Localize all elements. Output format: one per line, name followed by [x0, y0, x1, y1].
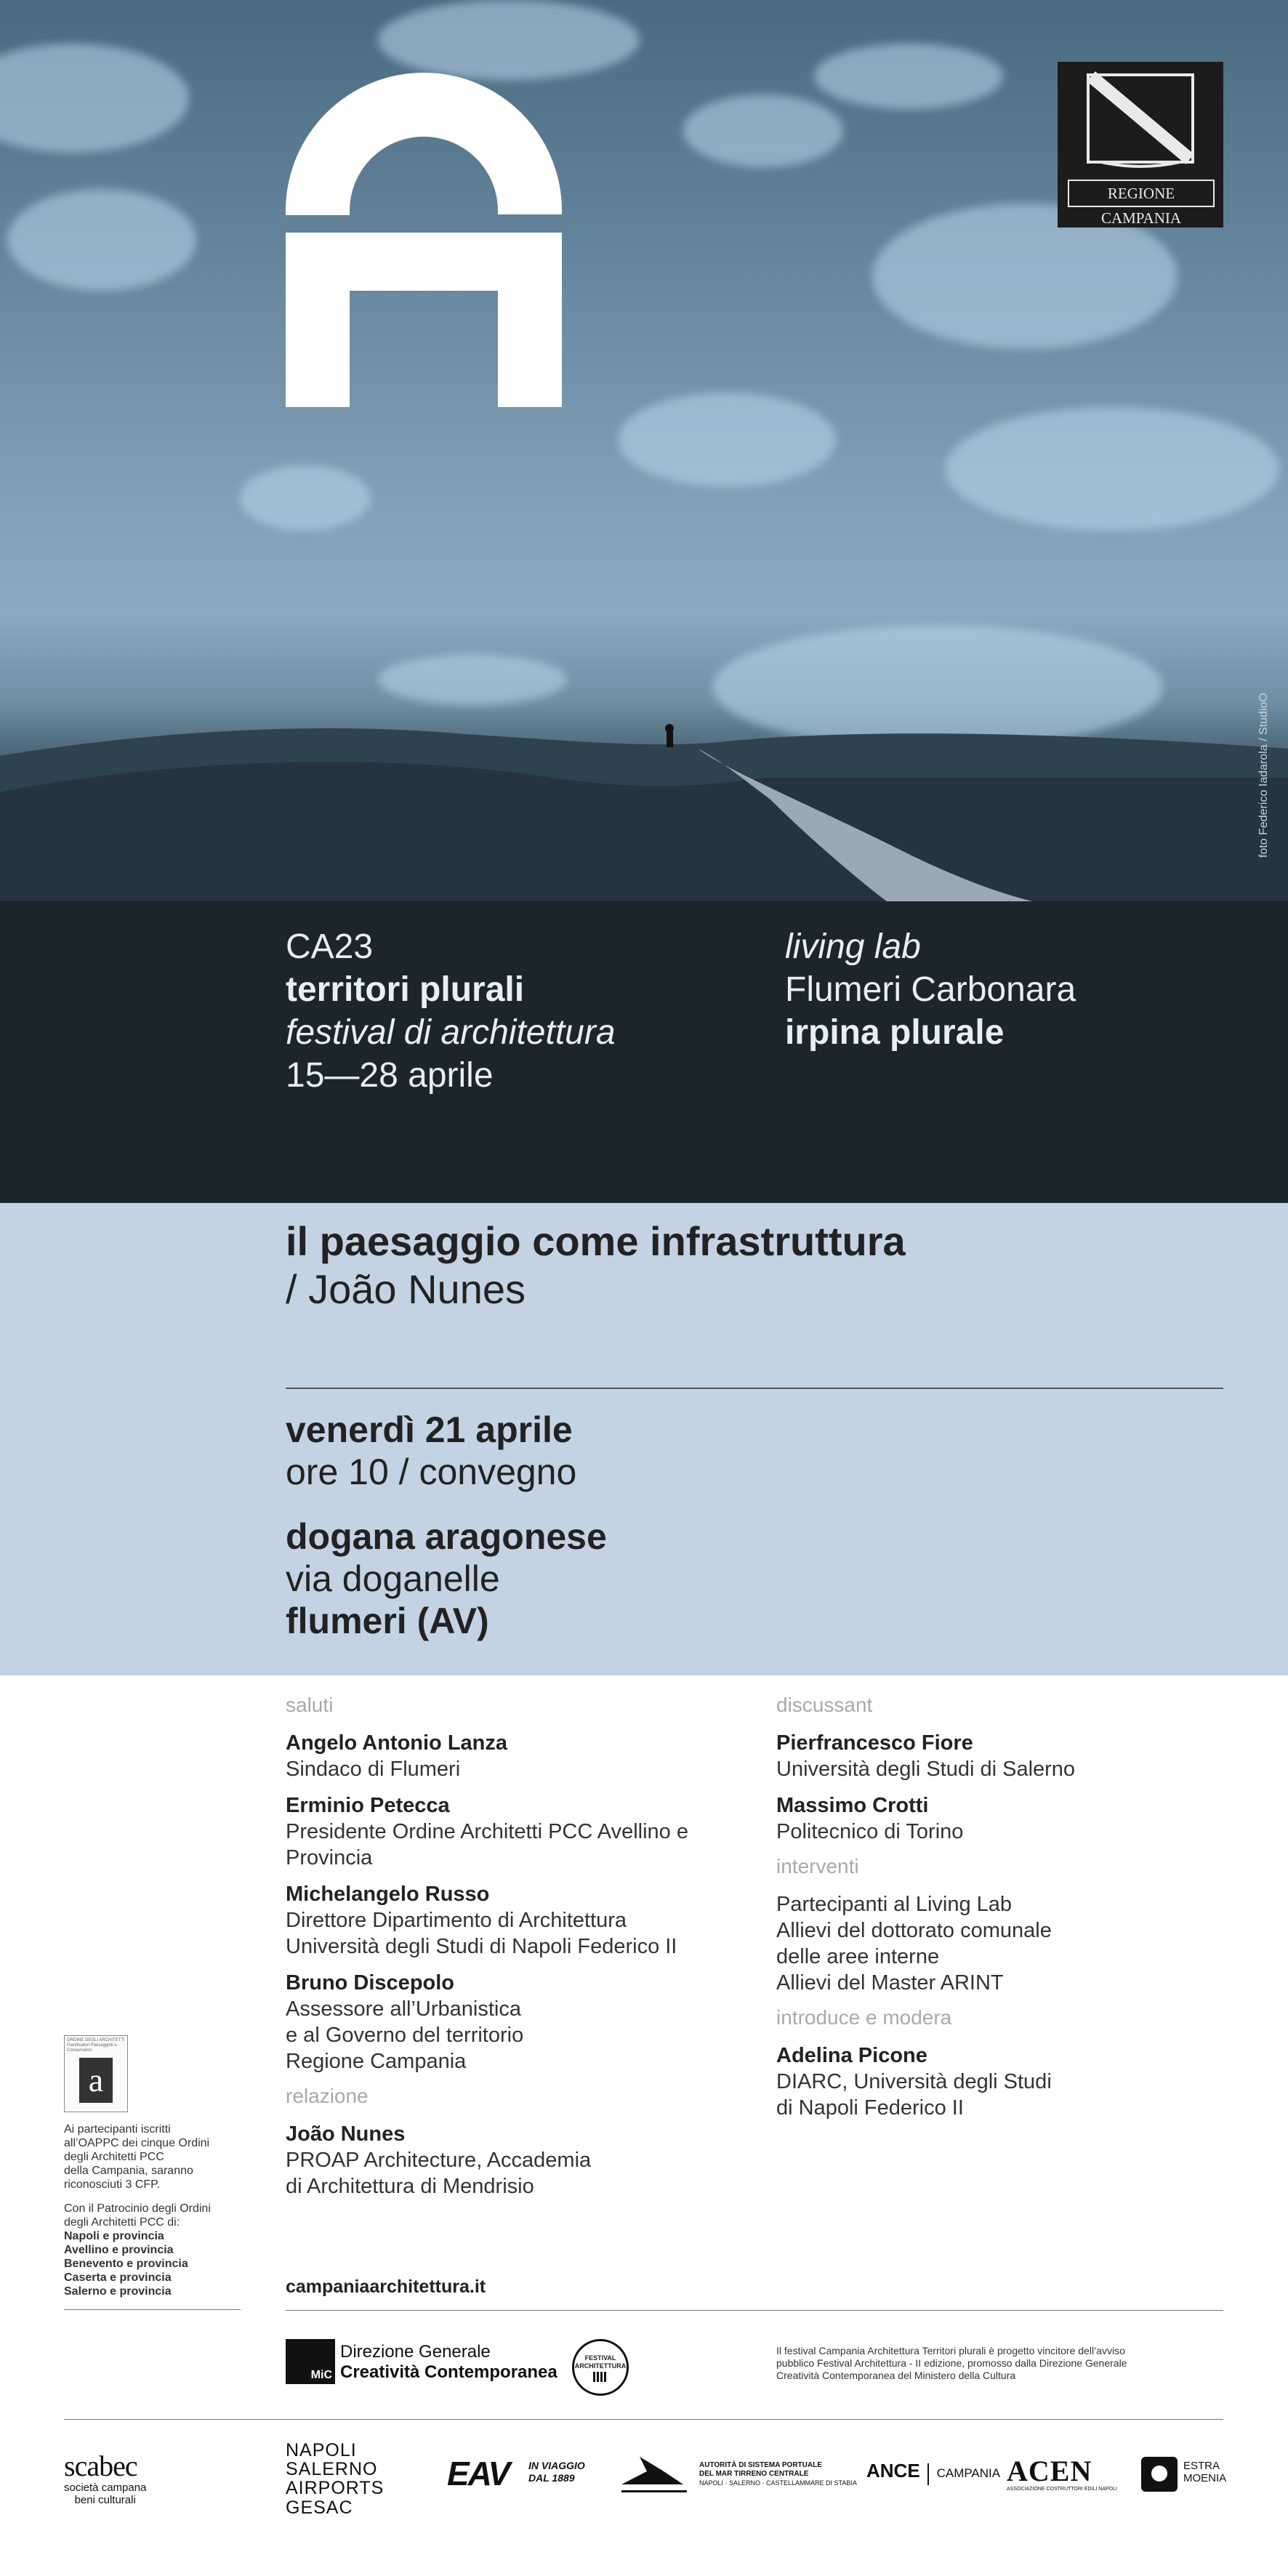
- speaker-name: Massimo Crotti: [776, 1794, 929, 1817]
- cfp-text: della Campania, saranno: [64, 2165, 193, 2177]
- gesac-line: NAPOLI: [286, 2440, 357, 2460]
- ship-icon: [618, 2450, 691, 2500]
- regione-campania-logo: [1058, 62, 1223, 228]
- mic-line2: Creatività Contemporanea: [340, 2362, 558, 2382]
- scabec-sub: beni culturali: [74, 2494, 136, 2506]
- speaker-role: PROAP Architecture, Accademia: [286, 2149, 592, 2172]
- living-lab-block: [785, 925, 1076, 1054]
- cloud: [814, 44, 1003, 109]
- ance-name: ANCE: [866, 2460, 920, 2482]
- hero-photo: [0, 0, 1288, 901]
- estra-line: ESTRA: [1183, 2460, 1220, 2472]
- patronage-item: Benevento e provincia: [64, 2258, 188, 2270]
- speaker-role: di Napoli Federico II: [776, 2096, 964, 2120]
- eav-sub: IN VIAGGIO: [528, 2460, 585, 2471]
- divider: [286, 1388, 1223, 1389]
- speaker-name: João Nunes: [286, 2122, 406, 2146]
- port-authority-logo: [618, 2450, 858, 2500]
- event-time: ore 10 / convegno: [286, 1452, 577, 1492]
- eav-name: EAV: [447, 2455, 510, 2492]
- scabec-name: scabec: [64, 2450, 137, 2482]
- divider: [286, 2310, 1223, 2311]
- event-street: via doganelle: [286, 1558, 500, 1599]
- event-day: venerdì 21 aprile: [286, 1409, 573, 1450]
- cloud: [378, 0, 640, 80]
- port-line: AUTORITÀ DI SISTEMA PORTUALE: [699, 2461, 822, 2469]
- interventi-line: Allievi del Master ARINT: [776, 1971, 1004, 1995]
- speakers-right-column: [776, 1692, 1227, 2121]
- speaker-name: Adelina Picone: [776, 2044, 927, 2067]
- eav-sub: DAL 1889: [528, 2472, 575, 2484]
- interventi-line: Allievi del dottorato comunale: [776, 1919, 1052, 1942]
- speaker-name: Michelangelo Russo: [286, 1883, 490, 1906]
- landscape-hills: [0, 669, 1288, 901]
- interventi-label: interventi: [776, 1855, 859, 1877]
- disclaimer-line: Creatività Contemporanea del Ministero della Cultura: [776, 2370, 1016, 2381]
- living-lab-place: Flumeri Carbonara: [785, 970, 1076, 1009]
- festival-architettura-badge: [572, 2339, 629, 2396]
- ance-sub: CAMPANIA: [936, 2466, 1001, 2480]
- divider: [64, 2419, 1223, 2420]
- gesac-line: AIRPORTS: [286, 2478, 385, 2498]
- moderator-label: introduce e modera: [776, 2006, 952, 2029]
- speaker-name: Pierfrancesco Fiore: [776, 1731, 973, 1755]
- festival-dates: 15—28 aprile: [286, 1056, 494, 1095]
- acen-sub: ASSOCIAZIONE COSTRUTTORI EDILI NAPOLI: [1007, 2487, 1117, 2492]
- scabec-logo: [64, 2451, 146, 2506]
- interventi-line: Partecipanti al Living Lab: [776, 1893, 1013, 1916]
- speaker-name: Bruno Discepolo: [286, 1971, 455, 1995]
- speaker-role: Direttore Dipartimento di Architettura: [286, 1909, 627, 1932]
- gesac-name: GESAC: [286, 2497, 353, 2518]
- gesac-logo: [286, 2441, 384, 2518]
- acen-name: ACEN: [1007, 2455, 1092, 2487]
- speaker-entry: [286, 2121, 736, 2199]
- event-town: flumeri (AV): [286, 1601, 489, 1641]
- festival-code: CA23: [286, 927, 374, 966]
- patronage-item: Salerno e provincia: [64, 2285, 172, 2298]
- patronage-item: Caserta e provincia: [64, 2271, 172, 2284]
- cfp-note: [64, 2035, 246, 2298]
- speaker-role: Assessore all’Urbanistica: [286, 1997, 521, 2021]
- discussant-label: discussant: [776, 1694, 873, 1716]
- speaker-role: e al Governo del territorio: [286, 2024, 524, 2047]
- port-line: DEL MAR TIRRENO CENTRALE: [699, 2470, 809, 2478]
- speaker-entry: [776, 1730, 1227, 1782]
- talk-speaker: / João Nunes: [286, 1266, 526, 1312]
- disclaimer-line: Il festival Campania Architettura Territori plurali è progetto vincitore dell’avviso: [776, 2345, 1125, 2356]
- cloud: [7, 189, 196, 291]
- cloud: [683, 94, 843, 167]
- scabec-sub: società campana: [64, 2482, 147, 2494]
- order-architects-logo: ORDINE DEGLI ARCHITETTI Pianificatori Paesaggisti e Conservatori a: [64, 2035, 128, 2112]
- cloud: [945, 407, 1279, 531]
- mic-badge: MiC: [286, 2339, 335, 2384]
- speaker-entry: [286, 1881, 736, 1960]
- saluti-label: saluti: [286, 1694, 334, 1716]
- ance-logo: [866, 2460, 1000, 2485]
- festival-subtitle: festival di architettura: [286, 1013, 616, 1052]
- estra-line: MOENIA: [1183, 2472, 1227, 2484]
- speaker-role: Presidente Ordine Architetti PCC Avellino e: [286, 1820, 688, 1843]
- talk-title: il paesaggio come infrastruttura: [286, 1218, 906, 1264]
- speaker-name: Angelo Antonio Lanza: [286, 1731, 508, 1755]
- speaker-role: Regione Campania: [286, 2050, 467, 2073]
- festival-info-band: [0, 901, 1288, 1203]
- divider: [64, 2309, 241, 2310]
- patronage-item: Napoli e provincia: [64, 2230, 164, 2242]
- living-lab-name: irpina plurale: [785, 1013, 1005, 1052]
- interventi-line: delle aree interne: [776, 1945, 940, 1968]
- event-info-band: [0, 1203, 1288, 1675]
- festival-title: territori plurali: [286, 970, 525, 1009]
- speaker-entry: [286, 1730, 736, 1782]
- speaker-role: Sindaco di Flumeri: [286, 1758, 461, 1781]
- cloud: [0, 44, 189, 153]
- speaker-role: Politecnico di Torino: [776, 1820, 964, 1843]
- estra-icon: [1141, 2457, 1178, 2492]
- living-lab-label: living lab: [785, 927, 921, 966]
- patronage-intro: degli Architetti PCC di:: [64, 2216, 180, 2229]
- gesac-line: SALERNO: [286, 2459, 378, 2479]
- disclaimer: [776, 2345, 1227, 2382]
- speaker-entry: [776, 1792, 1227, 1845]
- festival-ca-logo: [286, 73, 562, 407]
- order-logo-caption: ORDINE DEGLI ARCHITETTI Pianificatori Paesaggisti e Conservatori: [67, 2038, 125, 2053]
- relazione-label: relazione: [286, 2085, 369, 2107]
- speaker-role: Università degli Studi di Salerno: [776, 1758, 1076, 1781]
- mic-line1: Direzione Generale: [340, 2342, 491, 2362]
- cloud: [240, 465, 371, 531]
- event-venue: dogana aragonese: [286, 1516, 607, 1557]
- website-link[interactable]: campaniaarchitettura.it: [286, 2277, 486, 2297]
- acen-logo: [1007, 2457, 1117, 2492]
- speaker-role: Provincia: [286, 1846, 373, 1869]
- cfp-text: degli Architetti PCC: [64, 2151, 164, 2163]
- regione-campania-label: REGIONE CAMPANIA: [1068, 180, 1215, 207]
- patronage-intro: Con il Patrocinio degli Ordini: [64, 2202, 211, 2215]
- speaker-role: Università degli Studi di Napoli Federico II: [286, 1935, 677, 1958]
- speaker-name: Erminio Petecca: [286, 1794, 450, 1817]
- disclaimer-line: pubblico Festival Architettura - II edizione, promosso dalla Direzione Generale: [776, 2357, 1127, 2369]
- festival-block: [286, 925, 616, 1097]
- festival-badge-label: FESTIVAL ARCHITETTURA: [574, 2354, 627, 2370]
- photo-credit: foto Federico Iadarola / StudioO: [1257, 693, 1270, 858]
- patronage-item: Avellino e provincia: [64, 2244, 174, 2256]
- speaker-entry: [286, 1970, 736, 2074]
- speaker-entry: [286, 1792, 736, 1871]
- speaker-role: di Architettura di Mendrisio: [286, 2175, 534, 2198]
- cloud: [618, 393, 836, 487]
- speaker-role: DIARC, Università degli Studi: [776, 2070, 1052, 2093]
- cfp-text: riconosciuti 3 CFP.: [64, 2178, 161, 2191]
- cfp-text: all’OAPPC dei cinque Ordini: [64, 2137, 210, 2149]
- cfp-text: Ai partecipanti iscritti: [64, 2123, 171, 2136]
- speakers-left-column: [286, 1692, 736, 2199]
- port-line: NAPOLI · SALERNO · CASTELLAMMARE DI STABIA: [699, 2479, 857, 2487]
- speaker-entry: [776, 2042, 1227, 2121]
